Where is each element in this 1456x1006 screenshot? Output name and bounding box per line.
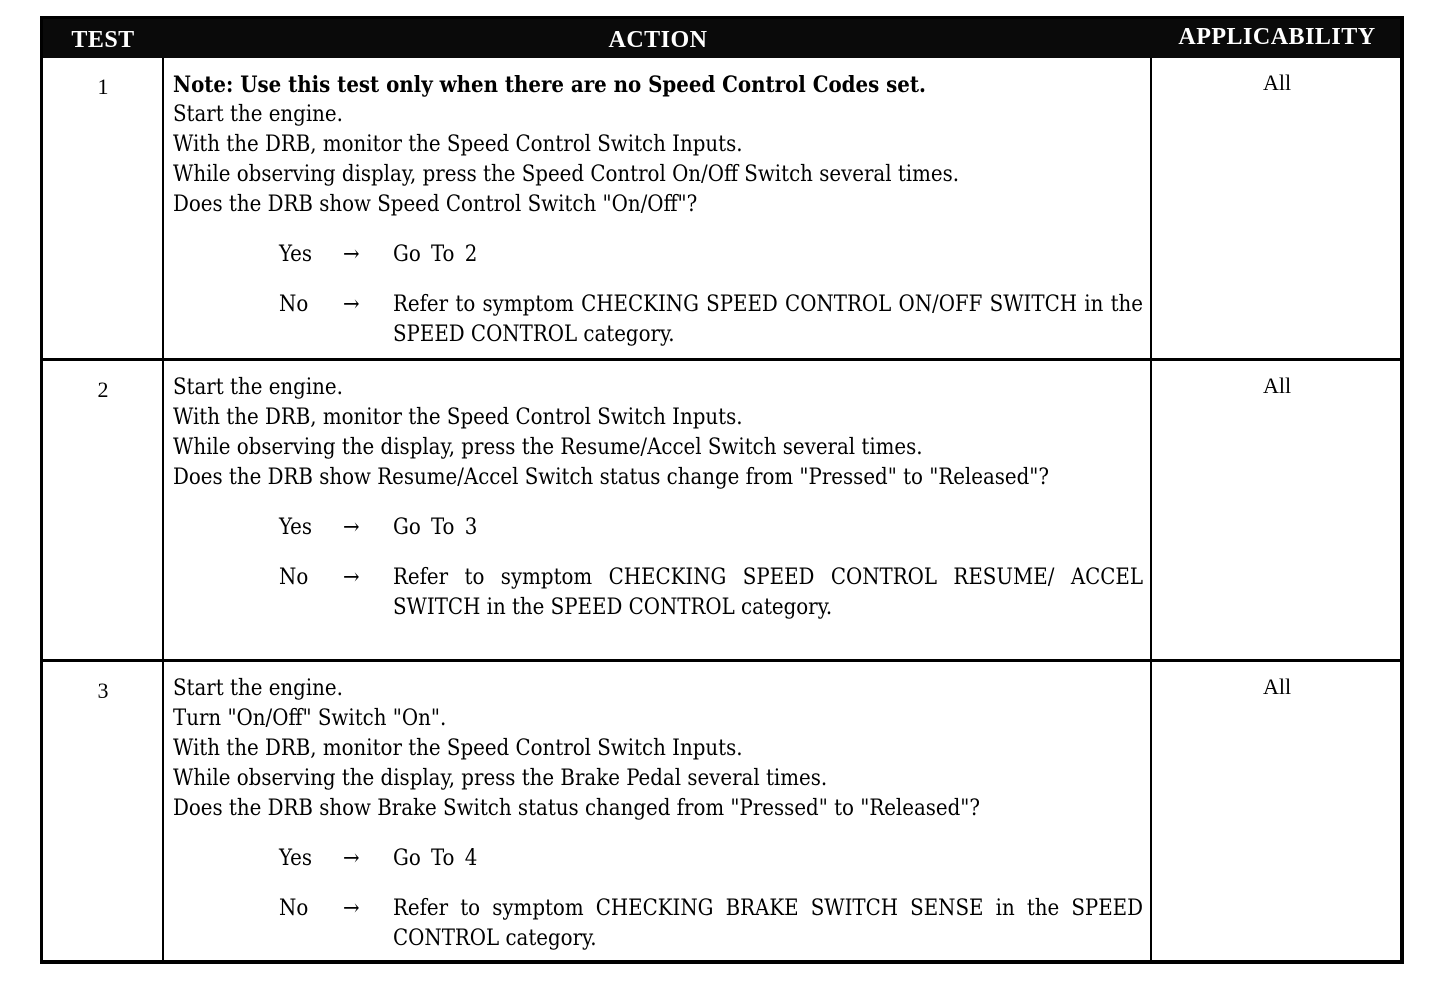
action-step: With the DRB, monitor the Speed Control Switch Inputs.	[173, 132, 743, 157]
header-action: ACTION	[608, 27, 708, 53]
yes-result: Go To 4	[393, 846, 478, 871]
action-step: Start the engine.	[173, 375, 343, 400]
action-step: With the DRB, monitor the Speed Control Switch Inputs.	[173, 405, 743, 430]
yes-result: Go To 2	[393, 242, 478, 267]
action-step: While observing the display, press the Brake Pedal several times.	[173, 766, 828, 791]
no-branch	[279, 563, 1143, 623]
action-question: Does the DRB show Speed Control Switch "On/Off"?	[173, 192, 698, 217]
test-number: 2	[97, 377, 109, 402]
action-cell	[173, 373, 1143, 623]
action-question: Does the DRB show Resume/Accel Switch status change from "Pressed" to "Released"?	[173, 465, 1049, 490]
no-label: No	[279, 896, 309, 921]
no-result: Refer to symptom CHECKING BRAKE SWITCH SENSE in the SPEED CONTROL category.	[393, 896, 1143, 951]
action-step: While observing display, press the Speed Control On/Off Switch several times.	[173, 162, 960, 187]
table-row	[43, 58, 1400, 359]
applicability-value: All	[1262, 674, 1292, 699]
arrow-right-icon: →	[343, 846, 360, 871]
yes-branch	[279, 240, 1143, 270]
yes-label: Yes	[279, 242, 313, 267]
arrow-right-icon: →	[343, 515, 360, 540]
action-step: Start the engine.	[173, 676, 343, 701]
header-applicability: APPLICABILITY	[1178, 24, 1376, 50]
action-cell	[173, 674, 1143, 954]
applicability-value: All	[1262, 70, 1292, 95]
action-step: With the DRB, monitor the Speed Control Switch Inputs.	[173, 736, 743, 761]
yes-label: Yes	[279, 846, 313, 871]
no-branch	[279, 290, 1143, 350]
table-row	[43, 662, 1400, 963]
no-label: No	[279, 565, 309, 590]
no-label: No	[279, 292, 309, 317]
action-question: Does the DRB show Brake Switch status changed from "Pressed" to "Released"?	[173, 796, 980, 821]
action-step: While observing the display, press the Resume/Accel Switch several times.	[173, 435, 923, 460]
no-branch	[279, 894, 1143, 954]
yes-label: Yes	[279, 515, 313, 540]
test-note: Note: Use this test only when there are no Speed Control Codes set.	[173, 72, 926, 98]
arrow-right-icon: →	[343, 896, 360, 921]
yes-branch	[279, 513, 1143, 543]
table-header	[43, 19, 1400, 58]
arrow-right-icon: →	[343, 565, 360, 590]
arrow-right-icon: →	[343, 242, 360, 267]
yes-result: Go To 3	[393, 515, 478, 540]
no-result: Refer to symptom CHECKING SPEED CONTROL RESUME/ ACCEL SWITCH in the SPEED CONTROL category.	[393, 565, 1143, 620]
header-test: TEST	[71, 27, 135, 53]
test-number: 3	[97, 678, 109, 703]
arrow-right-icon: →	[343, 292, 360, 317]
action-cell	[173, 70, 1143, 350]
applicability-value: All	[1262, 373, 1292, 398]
yes-branch	[279, 844, 1143, 874]
action-step: Start the engine.	[173, 102, 343, 127]
diagnostic-test-table	[40, 16, 1404, 964]
action-step: Turn "On/Off" Switch "On".	[173, 706, 447, 731]
no-result: Refer to symptom CHECKING SPEED CONTROL ON/OFF SWITCH in the SPEED CONTROL category.	[393, 292, 1143, 347]
table-row	[43, 361, 1400, 660]
test-number: 1	[97, 74, 109, 99]
